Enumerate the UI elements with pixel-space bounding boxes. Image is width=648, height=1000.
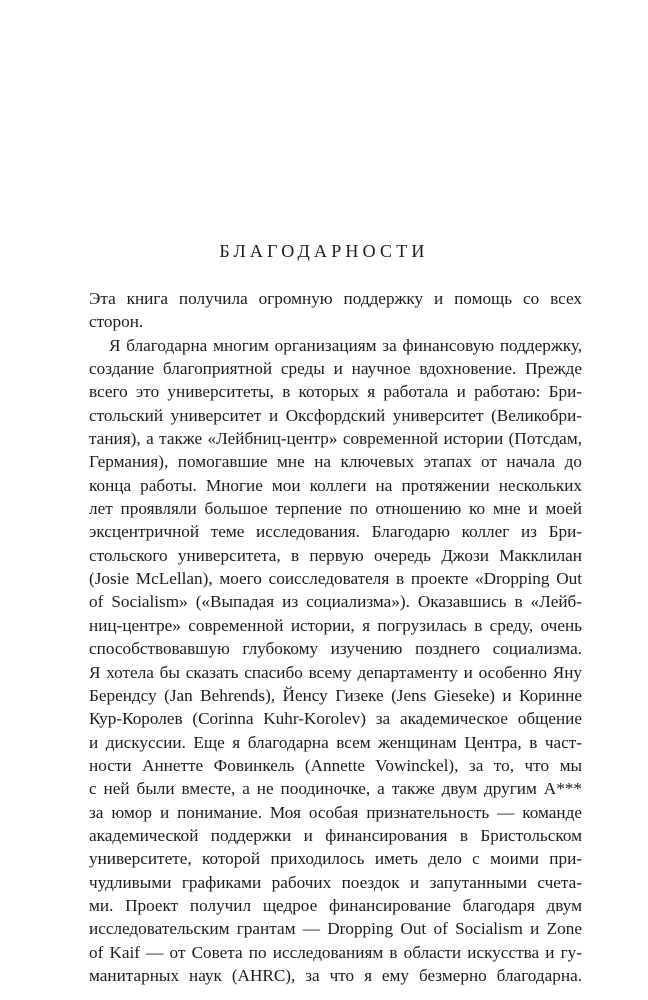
text-line: ности Аннетте Фовинкель (Annette Vowinckel), за то, что мы <box>89 755 582 775</box>
body-text <box>89 287 582 987</box>
text-line: академической поддержки и финансирования в Бристольском <box>89 825 582 845</box>
chapter-heading: БЛАГОДАРНОСТИ <box>219 241 429 261</box>
text-line: чудливыми графиками рабочих поездок и запутанными счета- <box>89 872 582 892</box>
text-line: Я хотела бы сказать спасибо всему департаменту и особенно Яну <box>89 662 582 682</box>
text-line: и дискуссии. Еще я благодарна всем женщинам Центра, в част- <box>89 732 582 752</box>
text-line: конца работы. Многие мои коллеги на протяжении нескольких <box>89 475 582 495</box>
text-line: сторон. <box>89 312 144 332</box>
text-line: с ней были вместе, а не поодиночке, а также двум другим A*** <box>89 779 582 799</box>
text-line: Эта книга получила огромную поддержку и помощь со всех <box>89 289 582 308</box>
text-line: манитарных наук (AHRC), за что я ему безмерно благодарна. <box>89 965 582 985</box>
text-line: Кур-Королев (Corinna Kuhr-Korolev) за академическое общение <box>89 709 582 729</box>
text-line: стольский университет и Оксфордский университет (Великобри- <box>89 405 582 425</box>
text-line: исследовательским грантам — Dropping Out of Socialism и Zone <box>89 919 582 939</box>
text-line: Берендсу (Jan Behrends), Йенсу Гизеке (Jens Gieseke) и Коринне <box>89 685 582 705</box>
text-line: всего это университеты, в которых я работала и работаю: Бри- <box>89 382 582 402</box>
text-line: ми. Проект получил щедрое финансирование благодаря двум <box>89 895 582 915</box>
text-line: эксцентричной теме исследования. Благодарю коллег из Бри- <box>89 522 582 542</box>
text-line: тания), а также «Лейбниц-центр» современной истории (Потсдам, <box>89 429 582 449</box>
text-line: университете, которой приходилось иметь дело с моими при- <box>89 849 582 869</box>
text-line: Германия), помогавшие мне на ключевых этапах от начала до <box>89 452 582 472</box>
text-line: способствовавшую глубокому изучению позднего социализма. <box>89 639 582 659</box>
text-line: стольского университета, в первую очередь Джози Макклилан <box>89 545 582 565</box>
text-line: за юмор и понимание. Моя особая признательность — команде <box>89 802 582 822</box>
text-line: лет проявляли большое терпение по отношению ко мне и моей <box>89 499 582 519</box>
text-line: of Kaif — от Совета по исследованиям в области искусства и гу- <box>89 942 582 962</box>
text-line: (Josie McLellan), моего соисследователя в проекте «Dropping Out <box>89 569 582 589</box>
text-line: Я благодарна многим организациям за финансовую поддержку, <box>109 335 582 355</box>
text-line: создание благоприятной среды и научное вдохновение. Прежде <box>89 359 582 379</box>
text-line: of Socialism» («Выпадая из социализма»). Оказавшись в «Лейб- <box>89 592 582 612</box>
text-line: ниц-центре» современной истории, я погрузилась в среду, очень <box>89 615 582 635</box>
